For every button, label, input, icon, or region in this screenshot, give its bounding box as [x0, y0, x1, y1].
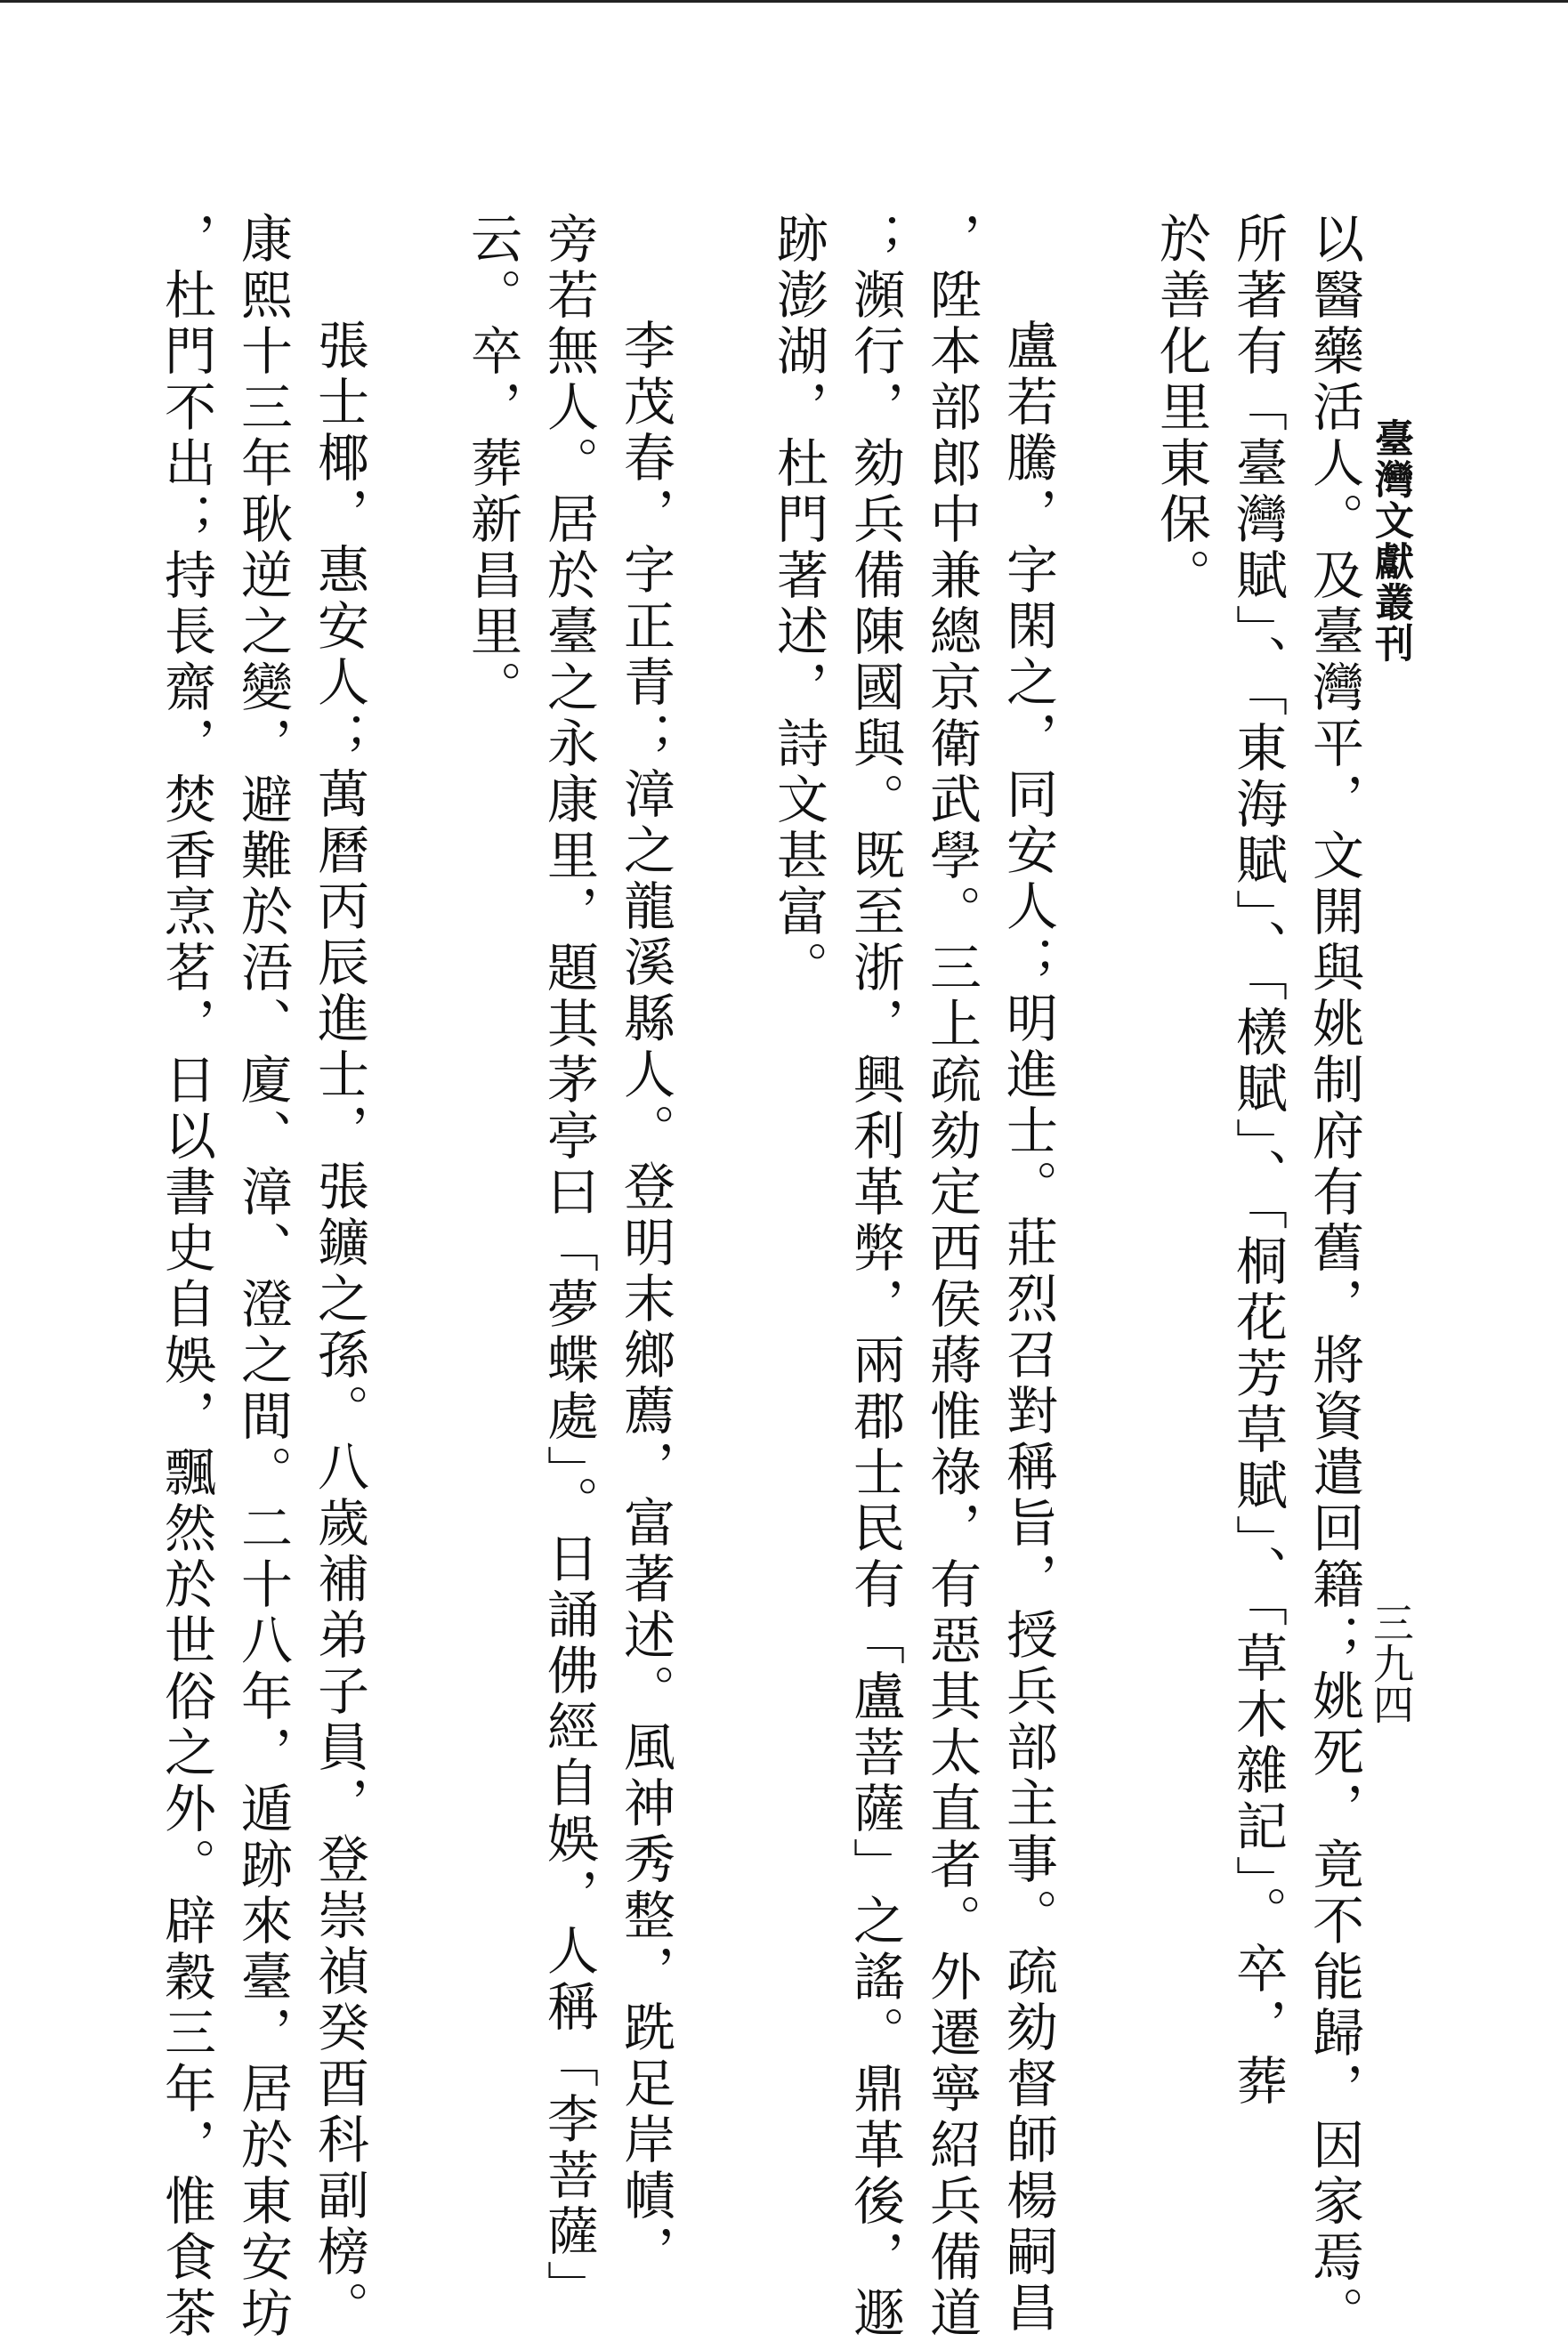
text-column: 康熙十三年耿逆之變，避難於浯、廈、漳、澄之間。二十八年，遁跡來臺，居於東安坊	[232, 212, 293, 2342]
body-text	[148, 212, 1372, 2342]
text-column: 李茂春，字正青；漳之龍溪縣人。登明末鄉薦，富著述。風神秀整，跣足岸幘，	[615, 319, 675, 2281]
text-column: 張士椰，惠安人；萬曆丙辰進士，張鑛之孫。八歲補弟子員，登崇禎癸酉科副榜。	[309, 319, 369, 2337]
text-column: 云。卒，葬新昌里。	[462, 212, 522, 716]
text-column: ；瀕行，劾兵備陳國與。既至浙，興利革弊，兩郡士民有「盧菩薩」之謠。鼎革後，遯	[845, 212, 905, 2342]
page-number: 三九四	[1367, 1602, 1415, 1724]
text-column: 旁若無人。居於臺之永康里，題其茅亭曰「夢蝶處」。日誦佛經自娛，人稱「李菩薩」	[538, 212, 599, 2316]
text-column: 盧若騰，字閑之，同安人；明進士。莊烈召對稱旨，授兵部主事。疏劾督師楊嗣昌	[998, 319, 1058, 2337]
paragraph-gap	[683, 212, 760, 2152]
text-column: 以醫藥活人。及臺灣平，文開與姚制府有舊，將資遣回籍；姚死，竟不能歸，因家焉。	[1304, 212, 1364, 2342]
paragraph-gap	[377, 212, 454, 2152]
text-column: 於善化里東保。	[1151, 212, 1211, 604]
text-column: 所著有「臺灣賦」、「東海賦」、「檨賦」、「桐花芳草賦」、「草木雜記」。卒，葬	[1227, 212, 1288, 2110]
running-title: 臺灣文獻叢刊	[1368, 418, 1413, 664]
text-column: 跡澎湖，杜門著述，詩文甚富。	[768, 212, 828, 997]
paragraph-gap	[1066, 212, 1143, 2152]
text-column: ，陞本部郎中兼總京衛武學。三上疏劾定西侯蔣惟祿，有惡其太直者。外遷寧紹兵備道	[921, 212, 982, 2342]
text-column: ，杜門不出；持長齋，焚香烹茗，日以書史自娛，飄然於世俗之外。辟穀三年，惟食茶	[156, 212, 216, 2342]
